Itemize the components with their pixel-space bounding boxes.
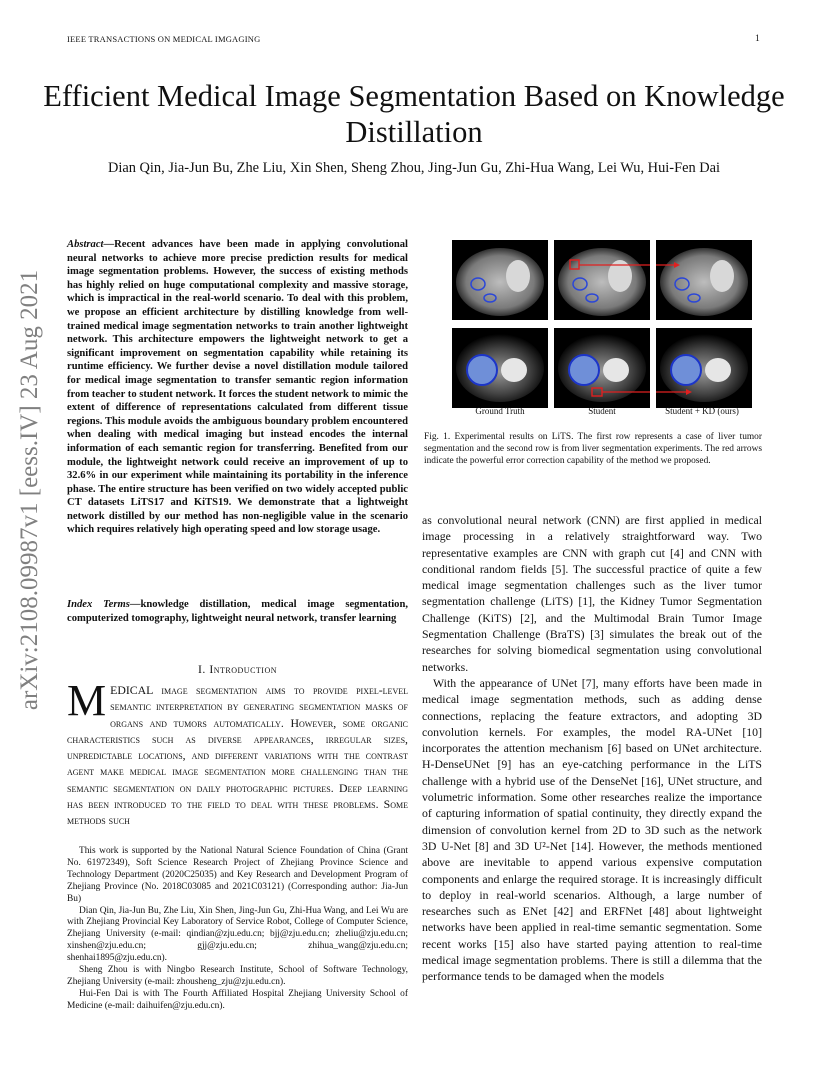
footnote-funding: This work is supported by the National Natural Science Foundation of China (Grant No. 61972349), Soft Science Research Project of Zhejiang Province Science and Technology Department (2020C25035) and Key Research and Development Program of Zhejiang Province (No. 2018C03085 and 2021C03121) (Corresponding author: Jia-Jun Bu)	[67, 846, 408, 904]
figure-label-student: Student	[588, 406, 616, 416]
index-terms: Index Terms—knowledge distillation, medical image segmentation, computerized tomography, lightweight neural network, transfer learning	[67, 599, 408, 624]
author-list: Dian Qin, Jia-Jun Bu, Zhe Liu, Xin Shen, Sheng Zhou, Jing-Jun Gu, Zhi-Hua Wang, Lei Wu, Hui-Fen Dai	[107, 160, 721, 176]
index-terms-text: knowledge distillation, medical image segmentation, computerized tomography, lightweight neural network, transfer learning	[67, 599, 408, 624]
drop-cap: M	[67, 676, 107, 725]
section-heading	[67, 662, 408, 677]
paper-title: Efficient Medical Image Segmentation Based on Knowledge Distillation	[43, 79, 785, 149]
footnote-affiliation-1: Dian Qin, Jia-Jun Bu, Zhe Liu, Xin Shen, Jing-Jun Gu, Zhi-Hua Wang, and Lei Wu are with Zhejiang Provincial Key Laboratory of Service Robot, College of Computer Science, Zhejiang University (e-mail: qindian@zju.edu.cn; bjj@zju.edu.cn; zheliu@zju.edu.cn; xinshen@zju.edu.cn; gjj@zju.edu.cn; zhihua_wang@zju.edu.cn; shenhai1895@zju.edu.cn).	[67, 905, 408, 964]
right-paragraph-2: With the appearance of UNet [7], many efforts have been made in medical image segmentation methods, such as adding dense connections, replacing the feature extractors, and adopting 3D convolution kernels. For examples, the model RA-UNet [10] incorporates the attention mechanism [6] based on UNet architecture. H-DenseUNet [9] has an eye-catching performance in the LiTS challenge with a hybrid use of the DenseNet [16], UNet structure, and volumetric information. Some other researches realize the importance of capturing information of spatial continuity, they directly expand the dimension of convolution kernel from 2D to 3D such as the network 3D U-Net [8] and 3D U²-Net [14]. However, the methods mentioned above are inevitable to append various expensive computation components and enlarge the required storage. It is increasingly difficult to deploy in real-world scenarios. Although, a large number of researches such as ENet [42] and ERFNet [48] about lightweight networks have been applied in real-time semantic segmentation. Some recent works [15] also have started paying attention to real-time medical image segmentation problems. There is still a dilemma that the performance tends to be damaged when the models	[422, 675, 762, 984]
section-number: I.	[197, 662, 206, 676]
ct-gt-row1	[452, 240, 548, 320]
right-column	[422, 512, 762, 985]
footnote-affiliation-3: Hui-Fen Dai is with The Fourth Affiliated Hospital Zhejiang University School of Medicine (e-mail: daihuifen@zju.edu.cn).	[67, 988, 408, 1011]
ct-kd-row1	[656, 240, 752, 320]
right-paragraph-1: as convolutional neural network (CNN) are first applied in medical image processing in a relatively straightforward way. Two representative examples are CNN with graph cut [4] and CNN with conditional random fields [5]. The successful practice of quite a few medical image segmentation challenges such as the liver tumor segmentation challenge (LiTS) [1], the Kidney Tumor Segmentation Challenge (KiTS) [2], and the Multimodal Brain Tumor Image Segmentation Challenge (BraTS) [3] simulates the break out of the researches for solving biomedical segmentation using convolutional networks.	[422, 513, 762, 674]
section-title: Introduction	[209, 662, 278, 676]
ct-student-row2	[554, 328, 650, 408]
footnotes	[67, 846, 408, 1013]
arxiv-id: arXiv:2108.09987v1 [eess.IV] 23 Aug 2021	[16, 269, 43, 711]
ct-gt-row2	[452, 328, 548, 408]
index-terms-label: Index Terms	[67, 599, 130, 610]
abstract-text: Recent advances have been made in applying convolutional neural networks to achieve more precise prediction results for medical image segmentation problems. However, the success of existing methods has highly relied on huge computational complexity and massive storage, which is impractical in the real-world scenario. To deal with this problem, we propose an efficient architecture by distilling knowledge from well-trained medical image segmentation networks to train another lightweight network. This architecture empowers the lightweight network to get a significant improvement on segmentation capability while retaining its runtime efficiency. We further devise a novel distillation module tailored for medical image segmentation to transfer semantic region information from teacher to student network. It forces the student network to mimic the extent of difference of representations calculated from different tissue regions. This module avoids the ambiguous boundary problem encountered when dealing with medical imaging but instead encodes the internal information of each semantic region for transferring. Benefited from our module, the lightweight network could receive an improvement of up to 32.6% in our experiment while maintaining its portability in the inference phase. The entire structure has been verified on two widely accepted public CT datasets LiTS17 and KiTS19. We demonstrate that a lightweight network distilled by our method has non-negligible value in the scenario which requires relatively high operating speed and low storage usage.	[67, 239, 409, 536]
ct-kd-row2	[656, 328, 752, 408]
intro-text: EDICAL image segmentation aims to provide pixel-level semantic interpretation by generating segmentation masks of organs and tumors automatically. However, some organic characteristics such as diverse appearances, irregular sizes, unpredictable locations, and different variations with the contrast agent make medical image segmentation more challenging than the semantic segmentation on daily photographic pictures. Deep learning has been introduced to the field to deal with these problems. Some methods such	[67, 683, 408, 828]
running-header: IEEE TRANSACTIONS ON MEDICAL IMGAGING	[67, 34, 261, 44]
footnote-affiliation-2: Sheng Zhou is with Ningbo Research Institute, School of Software Technology, Zhejiang University (e-mail: zhousheng_zju@zju.edu.cn).	[67, 965, 408, 987]
figure-label-ground-truth: Ground Truth	[475, 406, 525, 416]
abstract: Abstract—Recent advances have been made in applying convolutional neural networks to achieve more precise prediction results for medical image segmentation problems. However, the success of existing methods has highly relied on huge computational complexity and massive storage, which is impractical in the real-world scenario. To deal with this problem, we propose an efficient architecture by distilling knowledge from well-trained medical image segmentation networks to train another lightweight network. This architecture empowers the lightweight network to get a significant improvement on segmentation capability while retaining its runtime efficiency. We further devise a novel distillation module tailored for medical image segmentation to transfer semantic region information from teacher to student network. It forces the student network to mimic the extent of difference of representations calculated from different tissue regions. This module avoids the ambiguous boundary problem encountered when dealing with medical imaging but instead encodes the internal information of each semantic region for transferring. Benefited from our module, the lightweight network could receive an improvement of up to 32.6% in our experiment while maintaining its portability in the inference phase. The entire structure has been verified on two widely accepted public CT datasets LiTS17 and KiTS19. We demonstrate that a lightweight network distilled by our method has non-negligible value in the scenario which requires relatively high operating speed and low storage usage.	[67, 239, 409, 536]
intro-paragraph	[67, 676, 408, 829]
figure-1	[452, 240, 752, 408]
figure-ct-grid	[452, 240, 752, 408]
arxiv-watermark	[8, 269, 52, 711]
page-number: 1	[755, 34, 760, 44]
abstract-label: Abstract	[67, 239, 104, 250]
figure-caption: Fig. 1. Experimental results on LiTS. The first row represents a case of liver tumor segmentation and the second row is from liver segmentation experiments. The red arrows indicate the powerful error correction capability of the method we proposed.	[424, 432, 762, 466]
ct-student-row1	[554, 240, 650, 320]
figure-label-student-kd: Student + KD (ours)	[665, 406, 739, 416]
